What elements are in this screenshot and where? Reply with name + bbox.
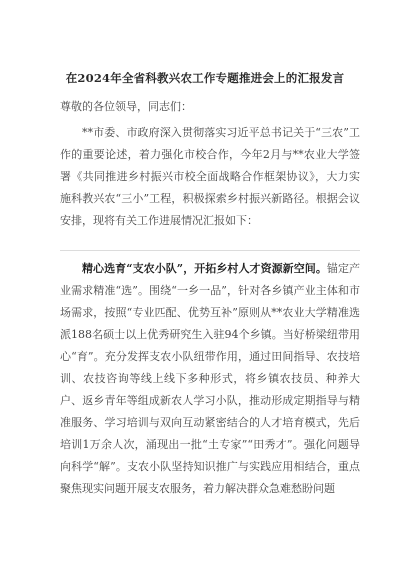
intro-paragraph: **市委、市政府深入贯彻落实习近平总书记关于“三农”工作的重要论述，着力强化市校合作，今年2月与**农业大学签署《共同推进乡村振兴市校全面战略合作框架协议》，大力实施科教兴农“三小”工程，积极探索乡村振兴新路径。根据会议安排，现将有关工作进展情况汇报如下： — [60, 126, 360, 227]
section-1-paragraph — [60, 258, 360, 500]
salutation: 尊敬的各位领导，同志们： — [60, 100, 192, 113]
section-1-body: 锚定产业需求精准“选”。围绕“一乡一品”，针对各乡镇产业主体和市场需求，按照“专业匹配、优势互补”原则从**农业大学精准选派188名硕士以上优秀研究生入驻94个乡镇。当好桥梁纽带用心“育”。充分发挥支农小队纽带作用，通过田间指导、农技培训、农技咨询等线上线下多种形式，将乡镇农技员、种养大户、返乡青年等组成新农人学习小队，推动形成定期指导与精准服务、学习培训与双向互动紧密结合的人才培育模式，先后培训1万余人次，涌现出一批“土专家”“田秀才”。强化问题导向科学“解”。支农小队坚持知识推广与实践应用相结合，重点聚焦现实问题开展支农服务，着力解决群众急难愁盼问题 — [60, 262, 360, 495]
divider — [60, 250, 360, 251]
section-1-heading: 精心选育“支农小队”，开拓乡村人才资源新空间。 — [82, 262, 327, 275]
document-title: 在2024年全省科教兴农工作专题推进会上的汇报发言 — [65, 71, 345, 85]
